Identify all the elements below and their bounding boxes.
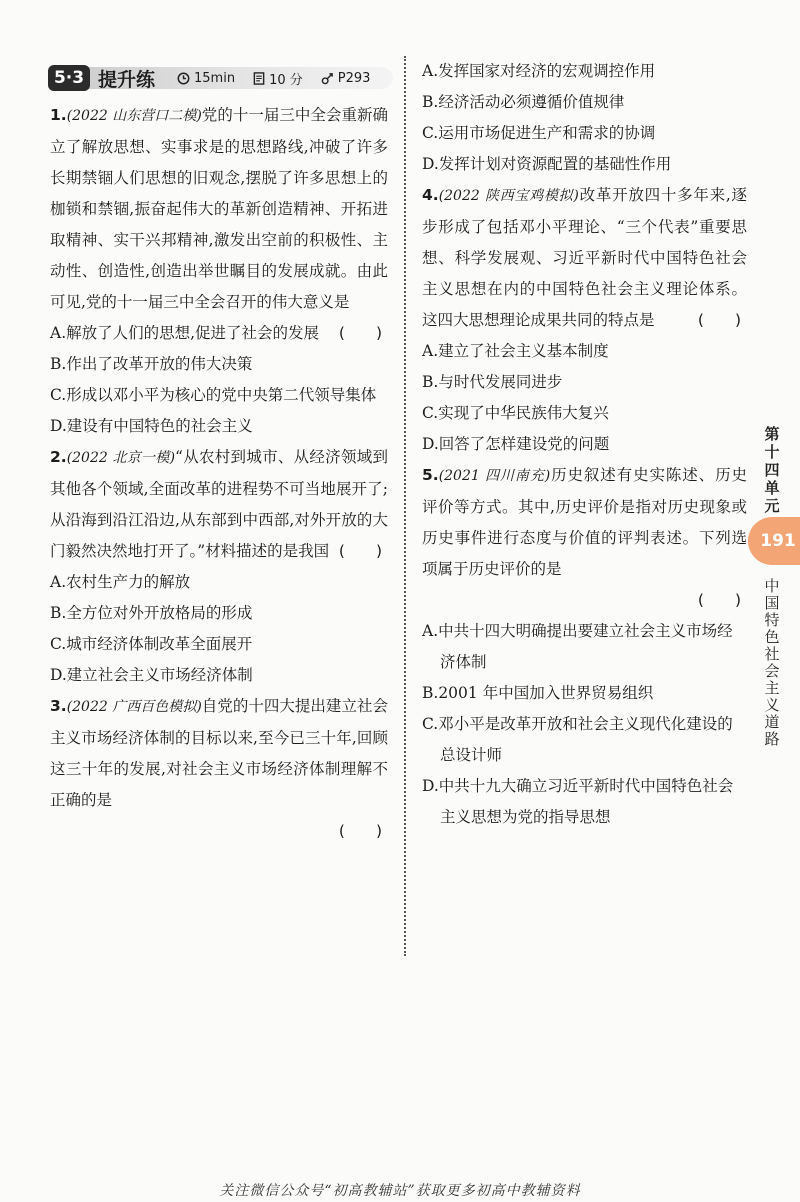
option-a: A.建立了社会主义基本制度 bbox=[422, 342, 609, 360]
question-3-options bbox=[422, 56, 747, 180]
column-divider bbox=[404, 56, 406, 956]
series-badge: 5·3 bbox=[48, 65, 90, 91]
question-number: 5. bbox=[422, 466, 439, 484]
option-d: D.建立社会主义市场经济体制 bbox=[50, 666, 253, 684]
option-d: D.建设有中国特色的社会主义 bbox=[50, 417, 253, 435]
option-c: C.邓小平是改革开放和社会主义现代化建设的总设计师 bbox=[422, 715, 733, 764]
question-stem bbox=[422, 460, 747, 585]
page-number-tab bbox=[748, 517, 800, 565]
question-number: 2. bbox=[50, 448, 67, 466]
option-c: C.形成以邓小平为核心的党中央第二代领导集体 bbox=[50, 386, 377, 404]
question-2 bbox=[50, 442, 388, 691]
question-3 bbox=[50, 691, 388, 847]
answer-blank: ( ) bbox=[338, 324, 382, 342]
option-a: A.中共十四大明确提出要建立社会主义市场经济体制 bbox=[422, 622, 733, 671]
question-stem bbox=[50, 691, 388, 816]
option-b: B.作出了改革开放的伟大决策 bbox=[50, 355, 253, 373]
score-value: 10 分 bbox=[269, 72, 303, 88]
section-header bbox=[48, 64, 393, 92]
question-source: (2022 广西百色模拟) bbox=[66, 699, 202, 715]
question-number: 3. bbox=[50, 697, 67, 715]
answer-blank: ( ) bbox=[697, 591, 741, 609]
page-number: 191 bbox=[760, 531, 796, 551]
answer-blank: ( ) bbox=[338, 822, 382, 840]
question-number: 1. bbox=[50, 106, 67, 124]
option-a: A.发挥国家对经济的宏观调控作用 bbox=[422, 62, 656, 80]
option-c: C.实现了中华民族伟大复兴 bbox=[422, 404, 609, 422]
question-text: “从农村到城市、从经济领域到其他各个领域,全面改革的进程势不可当地展开了;从沿海到沿江沿边,从东部到中西部,对外开放的大门毅然决然地打开了。”材料描述的是我国 bbox=[50, 448, 388, 560]
option-a: A.农村生产力的解放 bbox=[50, 573, 191, 591]
option-d: D.发挥计划对资源配置的基础性作用 bbox=[422, 155, 672, 173]
option-d: D.中共十九大确立习近平新时代中国特色社会主义思想为党的指导思想 bbox=[422, 777, 734, 826]
question-stem bbox=[422, 180, 747, 336]
option-a: A.解放了人们的思想,促进了社会的发展 bbox=[50, 324, 320, 342]
score-icon bbox=[253, 72, 265, 85]
header-meta bbox=[177, 69, 370, 88]
question-source: (2022 山东营口二模) bbox=[66, 108, 202, 124]
answer-blank: ( ) bbox=[697, 311, 741, 329]
question-text: 自党的十四大提出建立社会主义市场经济体制的目标以来,至今已三十年,回顾这三十年的发展,对社会主义市场经济体制理解不正确的是 bbox=[50, 697, 388, 809]
question-text: 党的十一届三中全会重新确立了解放思想、实事求是的思想路线,冲破了许多长期禁锢人们思想的旧观念,摆脱了许多思想上的枷锁和禁锢,振奋起伟大的革新创造精神、开拓进取精神、实干兴邦精神,激发出空前的积极性、主动性、创造性,创造出举世瞩目的发展成就。由此可见,党的十一届三中全会召开的伟大意义是 bbox=[50, 106, 388, 311]
option-c: C.城市经济体制改革全面展开 bbox=[50, 635, 253, 653]
side-unit-title: 中国特色社会主义道路 bbox=[764, 577, 780, 748]
question-5 bbox=[422, 460, 747, 833]
option-b: B.经济活动必须遵循价值规律 bbox=[422, 93, 625, 111]
left-column bbox=[50, 100, 388, 847]
answer-page-ref: P293 bbox=[337, 70, 371, 86]
option-b: B.与时代发展同进步 bbox=[422, 373, 563, 391]
section-title: 提升练 bbox=[98, 68, 156, 91]
question-stem bbox=[50, 442, 388, 567]
question-4 bbox=[422, 180, 747, 460]
option-b: B.2001 年中国加入世界贸易组织 bbox=[422, 684, 654, 702]
footer-watermark: 关注微信公众号“初高教辅站”获取更多初高中教辅资料 bbox=[219, 1183, 581, 1199]
answer-blank: ( ) bbox=[338, 542, 382, 560]
option-c: C.运用市场促进生产和需求的协调 bbox=[422, 124, 656, 142]
question-text: 历史叙述有史实陈述、历史评价等方式。其中,历史评价是指对历史现象或历史事件进行态度与价值的评判表述。下列选项属于历史评价的是 bbox=[422, 466, 747, 578]
question-number: 4. bbox=[422, 186, 439, 204]
option-d: D.回答了怎样建设党的问题 bbox=[422, 435, 610, 453]
clock-icon bbox=[177, 72, 190, 85]
question-text: 改革开放四十多年来,逐步形成了包括邓小平理论、“三个代表”重要思想、科学发展观、习近平新时代中国特色社会主义思想在内的中国特色社会主义理论体系。这四大思想理论成果共同的特点是 bbox=[422, 186, 747, 329]
side-chapter-label: 第十四单元 bbox=[764, 425, 780, 515]
question-source: (2022 陕西宝鸡模拟) bbox=[438, 188, 579, 204]
option-b: B.全方位对外开放格局的形成 bbox=[50, 604, 253, 622]
question-source: (2021 四川南充) bbox=[438, 468, 551, 484]
right-column bbox=[422, 56, 747, 833]
time-limit: 15min bbox=[194, 70, 236, 86]
question-1 bbox=[50, 100, 388, 442]
link-icon bbox=[321, 72, 334, 85]
question-source: (2022 北京一模) bbox=[66, 450, 176, 466]
